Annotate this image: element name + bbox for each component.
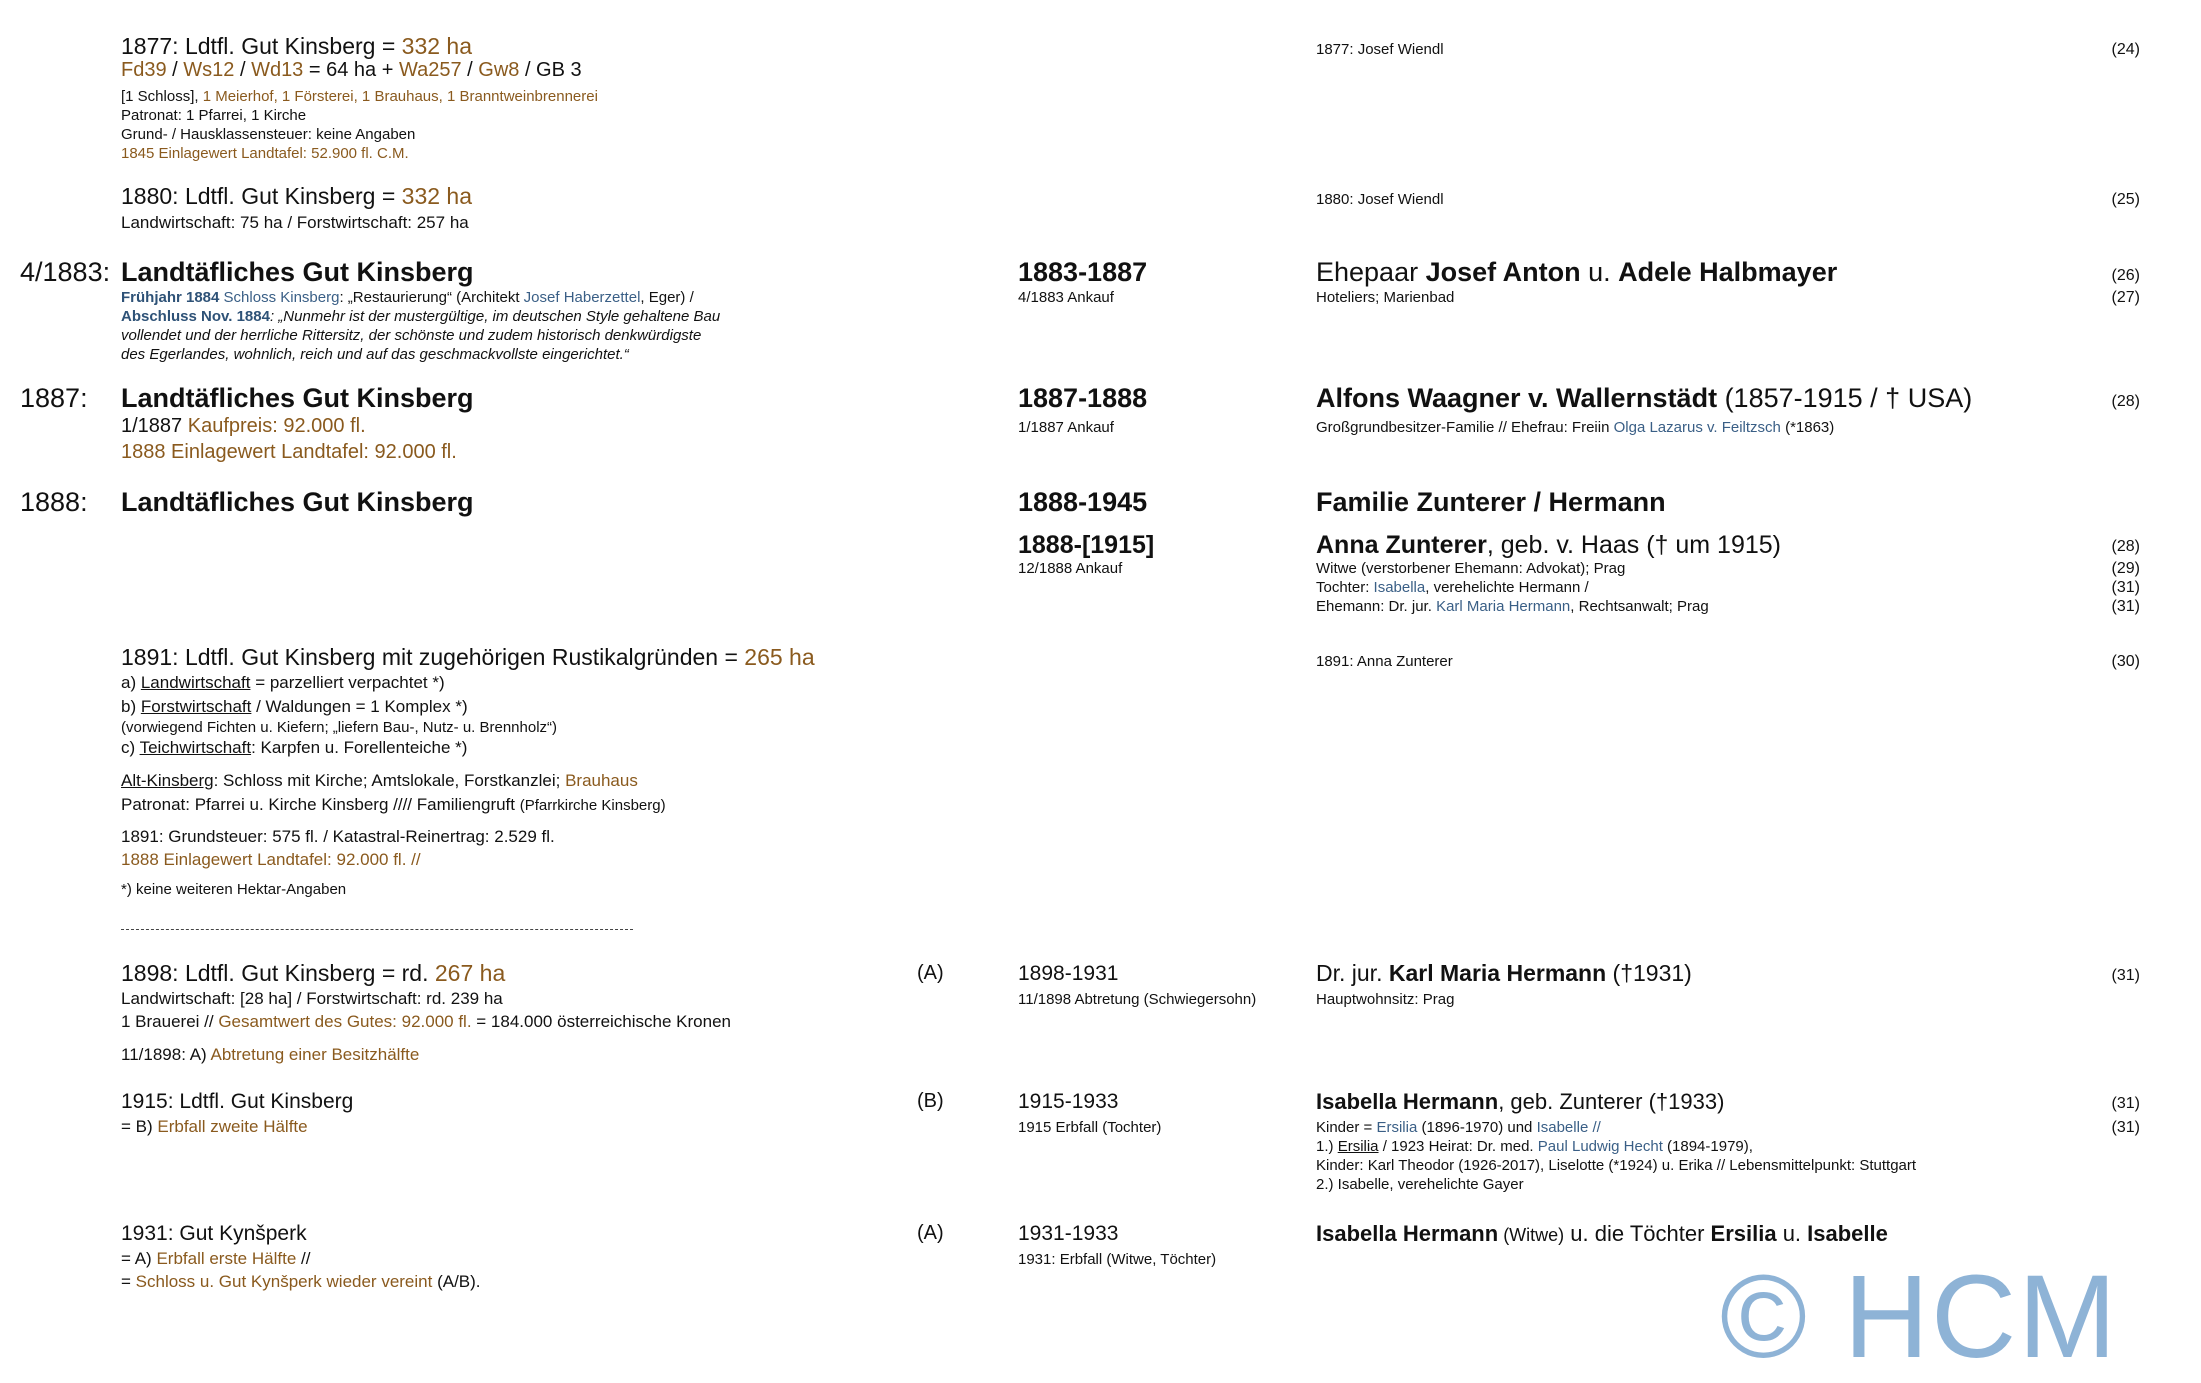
entry-1883-ref-2: (27) (2111, 289, 2140, 306)
entry-1915-ref-1: (31) (2111, 1095, 2140, 1112)
entry-1883-ref-1: (26) (2111, 267, 2140, 284)
entry-1877-title: 1877: Ldtfl. Gut Kinsberg = 332 ha (121, 33, 473, 59)
entry-1931-inheritance: = A) Erbfall erste Hälfte // (121, 1249, 311, 1268)
entry-1898-owner: Dr. jur. Karl Maria Hermann (†1931) (1316, 960, 1692, 986)
entry-1891-owner: 1891: Anna Zunterer (1316, 653, 1453, 670)
entry-1915-ersilia: 1.) Ersilia / 1923 Heirat: Dr. med. Paul Ludwig Hecht (1894-1979), (1316, 1138, 1753, 1155)
entry-1888-owner-2-l3: Tochter: Isabella, verehelichte Hermann / (1316, 579, 1589, 596)
entry-1877-patronat: Patronat: 1 Pfarrei, 1 Kirche (121, 107, 307, 124)
entry-1888-ref-1: (28) (2111, 538, 2140, 555)
entry-1891-a: a) Landwirtschaft = parzelliert verpachtet *) (121, 673, 445, 692)
entry-1891-alt-kinsberg: Alt-Kinsberg: Schloss mit Kirche; Amtslokale, Forstkanzlei; Brauhaus (121, 771, 638, 790)
entry-1891-c: c) Teichwirtschaft: Karpfen u. Forellenteiche *) (121, 738, 468, 757)
entry-1891-ref: (30) (2111, 653, 2140, 670)
entry-1898-transfer: 11/1898: A) Abtretung einer Besitzhälfte (121, 1045, 420, 1064)
entry-1887-period-sub: 1/1887 Ankauf (1018, 419, 1114, 436)
entry-1883-quote-2: vollendet und der herrliche Rittersitz, der schönste und zudem historisch denkwürdigste (121, 327, 702, 344)
entry-1883-title: Landtäfliches Gut Kinsberg (121, 257, 474, 287)
entry-1891-b-note: (vorwiegend Fichten u. Kiefern; „liefern Bau-, Nutz- u. Brennholz“) (121, 719, 558, 736)
entry-1877-codes: Fd39 / Ws12 / Wd13 = 64 ha + Wa257 / Gw8 / GB 3 (121, 59, 582, 81)
entry-1891-einlagewert: 1888 Einlagewert Landtafel: 92.000 fl. // (121, 850, 421, 869)
entry-1888-owner-2-l2: Witwe (verstorbener Ehemann: Advokat); Prag (1316, 560, 1626, 577)
entry-1883-date: 4/1883: (20, 257, 111, 287)
entry-1898-value: 1 Brauerei // Gesamtwert des Gutes: 92.000 fl. = 184.000 österreichische Kronen (121, 1012, 731, 1031)
entry-1888-owner: Familie Zunterer / Hermann (1316, 487, 1666, 517)
section-divider (121, 929, 633, 930)
entry-1898-land: Landwirtschaft: [28 ha] / Forstwirtschaft: rd. 239 ha (121, 989, 503, 1008)
entry-1898-tag: (A) (917, 962, 944, 984)
entry-1887-title: Landtäfliches Gut Kinsberg (121, 383, 474, 413)
entry-1931-period-sub: 1931: Erbfall (Witwe, Töchter) (1018, 1251, 1217, 1268)
entry-1887-date: 1887: (20, 383, 88, 413)
copyright-watermark: © HCM (1720, 1251, 2119, 1383)
entry-1877-tax: Grund- / Hausklassensteuer: keine Angaben (121, 126, 416, 143)
entry-1915-inheritance: = B) Erbfall zweite Hälfte (121, 1117, 308, 1136)
entry-1887-ref: (28) (2111, 393, 2140, 410)
entry-1915-grandchildren: Kinder: Karl Theodor (1926-2017), Liselotte (*1924) u. Erika // Lebensmittelpunkt: Stuttgart (1316, 1157, 1917, 1174)
entry-1915-ref-2: (31) (2111, 1119, 2140, 1136)
entry-1877-ref: (24) (2111, 41, 2140, 58)
entry-1931-reunited: = Schloss u. Gut Kynšperk wieder vereint (A/B). (121, 1272, 481, 1291)
entry-1888-ref-3: (31) (2111, 579, 2140, 596)
entry-1915-title: 1915: Ldtfl. Gut Kinsberg (121, 1090, 354, 1113)
entry-1898-period-sub: 11/1898 Abtretung (Schwiegersohn) (1018, 991, 1257, 1008)
entry-1891-patronat: Patronat: Pfarrei u. Kirche Kinsberg //// Familiengruft (Pfarrkirche Kinsberg) (121, 795, 666, 814)
entry-1877-einlagewert: 1845 Einlagewert Landtafel: 52.900 fl. C.M. (121, 145, 409, 162)
entry-1888-subperiod-sub: 12/1888 Ankauf (1018, 560, 1123, 577)
entry-1880-ref: (25) (2111, 191, 2140, 208)
entry-1888-period: 1888-1945 (1018, 487, 1148, 517)
entry-1888-owner-2-l4: Ehemann: Dr. jur. Karl Maria Hermann, Rechtsanwalt; Prag (1316, 598, 1709, 615)
entry-1915-children: Kinder = Ersilia (1896-1970) und Isabelle // (1316, 1119, 1601, 1136)
entry-1877-owner: 1877: Josef Wiendl (1316, 41, 1444, 58)
entry-1883-completion: Abschluss Nov. 1884: „Nunmehr ist der mustergültige, im deutschen Style gehaltene Bau (121, 308, 721, 325)
entry-1888-ref-2: (29) (2111, 560, 2140, 577)
entry-1888-date: 1888: (20, 487, 88, 517)
entry-1880-land: Landwirtschaft: 75 ha / Forstwirtschaft: 257 ha (121, 213, 469, 232)
entry-1891-title: 1891: Ldtfl. Gut Kinsberg mit zugehörigen Rustikalgründen = 265 ha (121, 644, 815, 670)
entry-1898-owner-sub: Hauptwohnsitz: Prag (1316, 991, 1455, 1008)
entry-1887-price: 1/1887 Kaufpreis: 92.000 fl. (121, 415, 366, 437)
entry-1915-isabelle: 2.) Isabelle, verehelichte Gayer (1316, 1176, 1524, 1193)
entry-1898-title: 1898: Ldtfl. Gut Kinsberg = rd. 267 ha (121, 960, 506, 986)
entry-1915-owner: Isabella Hermann, geb. Zunterer (†1933) (1316, 1089, 1725, 1114)
entry-1888-subperiod: 1888-[1915] (1018, 531, 1155, 559)
entry-1915-period: 1915-1933 (1018, 1090, 1119, 1113)
entry-1887-owner-sub: Großgrundbesitzer-Familie // Ehefrau: Freiin Olga Lazarus v. Feiltzsch (*1863) (1316, 419, 1835, 436)
entry-1888-owner-2: Anna Zunterer, geb. v. Haas († um 1915) (1316, 531, 1781, 559)
entry-1883-owner: Ehepaar Josef Anton u. Adele Halbmayer (1316, 257, 1838, 287)
entry-1883-period: 1883-1887 (1018, 257, 1148, 287)
entry-1891-note: *) keine weiteren Hektar-Angaben (121, 881, 347, 898)
entry-1883-owner-sub: Hoteliers; Marienbad (1316, 289, 1455, 306)
entry-1887-owner: Alfons Waagner v. Wallernstädt (1857-1915 / † USA) (1316, 383, 1973, 413)
entry-1898-period: 1898-1931 (1018, 962, 1119, 985)
entry-1931-title: 1931: Gut Kynšperk (121, 1222, 307, 1245)
entry-1887-period: 1887-1888 (1018, 383, 1148, 413)
entry-1931-owners: Isabella Hermann (Witwe) u. die Töchter Ersilia u. Isabelle (1316, 1221, 1888, 1246)
entry-1931-period: 1931-1933 (1018, 1222, 1119, 1245)
entry-1915-tag: (B) (917, 1090, 944, 1112)
entry-1931-tag: (A) (917, 1222, 944, 1244)
entry-1898-ref: (31) (2111, 967, 2140, 984)
entry-1877-buildings: [1 Schloss], 1 Meierhof, 1 Försterei, 1 Brauhaus, 1 Branntweinbrennerei (121, 88, 598, 105)
entry-1891-tax: 1891: Grundsteuer: 575 fl. / Katastral-Reinertrag: 2.529 fl. (121, 827, 555, 846)
entry-1883-quote-3: des Egerlandes, wohnlich, reich und auf das geschmackvollste eingerichtet.“ (121, 346, 629, 363)
entry-1915-period-sub: 1915 Erbfall (Tochter) (1018, 1119, 1162, 1136)
entry-1887-einlagewert: 1888 Einlagewert Landtafel: 92.000 fl. (121, 441, 457, 463)
entry-1891-b: b) Forstwirtschaft / Waldungen = 1 Komplex *) (121, 697, 468, 716)
entry-1888-title: Landtäfliches Gut Kinsberg (121, 487, 474, 517)
entry-1880-title: 1880: Ldtfl. Gut Kinsberg = 332 ha (121, 183, 473, 209)
entry-1883-restoration: Frühjahr 1884 Schloss Kinsberg: „Restaurierung“ (Architekt Josef Haberzettel, Eger) / (121, 289, 694, 306)
entry-1880-owner: 1880: Josef Wiendl (1316, 191, 1444, 208)
entry-1883-period-sub: 4/1883 Ankauf (1018, 289, 1114, 306)
entry-1888-ref-4: (31) (2111, 598, 2140, 615)
